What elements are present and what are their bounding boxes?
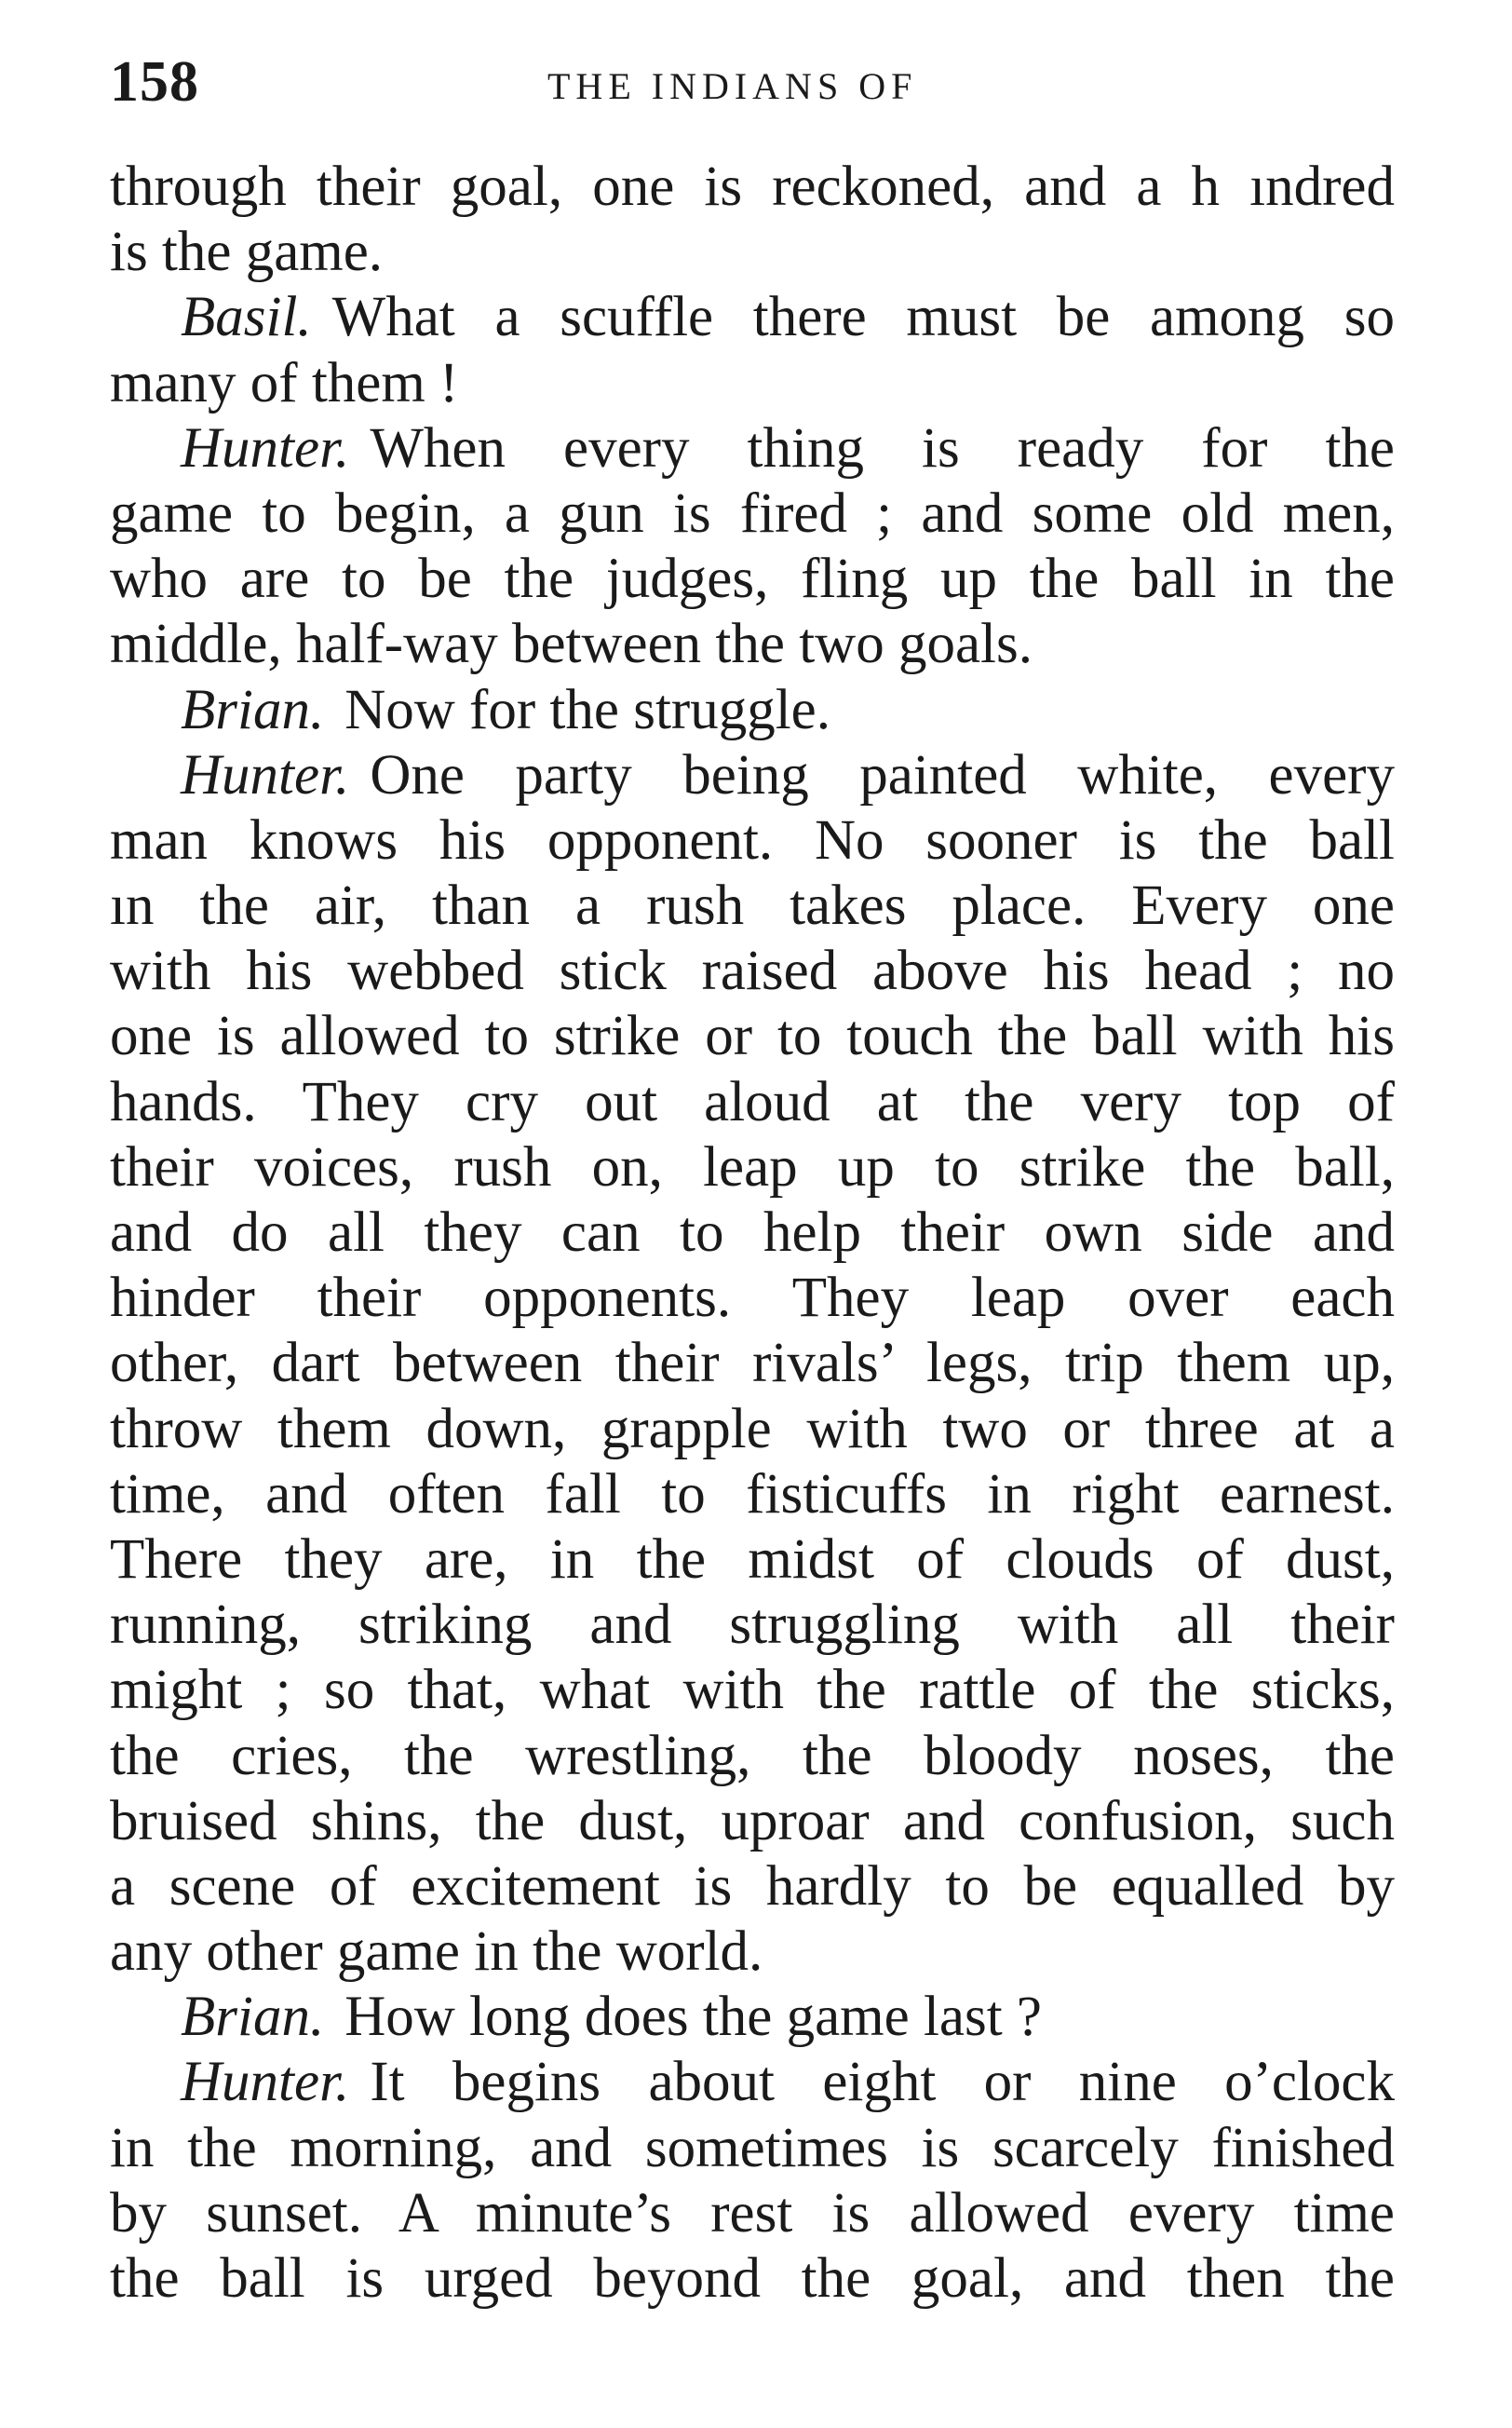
text-line: one is allowed to strike or to touch the ball with his	[110, 1005, 1395, 1068]
text-line: through their goal, one is reckoned, and a h ındred	[110, 156, 1395, 218]
text-line: who are to be the judges, fling up the ball in the	[110, 548, 1395, 611]
text-line: There they are, in the midst of clouds of dust,	[110, 1527, 1395, 1591]
text-line: throw them down, grapple with two or three at a	[110, 1397, 1395, 1460]
text-line: in the morning, and sometimes is scarcely finished	[110, 2116, 1395, 2179]
text-line: time, and often fall to fisticuffs in right earnest.	[110, 1462, 1395, 1526]
text-line: man knows his opponent. No sooner is the ball	[110, 808, 1395, 872]
speech-line: Hunter. One party being painted white, every	[181, 743, 1395, 807]
running-head	[110, 45, 1395, 119]
text-line: hinder their opponents. They leap over each	[110, 1267, 1395, 1330]
speech-line: Basil. What a scuffle there must be among so	[181, 286, 1395, 349]
text-line: middle, half-way between the two goals.	[110, 613, 1033, 676]
speech-line: Hunter. It begins about eight or nine o’clock	[181, 2051, 1395, 2114]
speech-line: Hunter. When every thing is ready for the	[181, 416, 1395, 480]
text-line: ın the air, than a rush takes place. Every one	[110, 875, 1395, 938]
speaker-name: Brian.	[181, 1986, 325, 2049]
speaker-name: Hunter.	[181, 2051, 350, 2114]
page-number: 158	[110, 50, 199, 114]
text-line: many of them !	[110, 351, 459, 414]
speech-line: Brian. Now for the struggle.	[181, 678, 830, 741]
text-line: might ; so that, what with the rattle of the sticks,	[110, 1659, 1395, 1722]
speech-line: Brian. How long does the game last ?	[181, 1986, 1042, 2049]
text-line: hands. They cry out aloud at the very top of	[110, 1070, 1395, 1133]
text-line: any other game in the world.	[110, 1920, 763, 1984]
speaker-name: Hunter.	[181, 743, 350, 807]
text-line: a scene of excitement is hardly to be equalled by	[110, 1854, 1395, 1918]
text-line: is the game.	[110, 221, 384, 284]
text-line: game to begin, a gun is fired ; and some old men,	[110, 482, 1395, 545]
running-title: THE INDIANS OF	[547, 65, 918, 107]
text-line: the cries, the wrestling, the bloody noses, the	[110, 1724, 1395, 1787]
text-line: with his webbed stick raised above his head ; no	[110, 940, 1395, 1003]
text-line: other, dart between their rivals’ legs, trip them up,	[110, 1332, 1395, 1395]
text-line: bruised shins, the dust, uproar and confusion, such	[110, 1789, 1395, 1852]
speaker-name: Basil.	[181, 286, 312, 349]
body-text	[110, 155, 1395, 2312]
speaker-name: Brian.	[181, 678, 325, 741]
speaker-name: Hunter.	[181, 416, 350, 480]
text-line: and do all they can to help their own side and	[110, 1201, 1395, 1264]
text-line: the ball is urged beyond the goal, and then the	[110, 2247, 1395, 2310]
text-line: running, striking and struggling with all their	[110, 1594, 1395, 1657]
text-line: by sunset. A minute’s rest is allowed every time	[110, 2181, 1395, 2245]
text-line: their voices, rush on, leap up to strike the ball,	[110, 1135, 1395, 1199]
